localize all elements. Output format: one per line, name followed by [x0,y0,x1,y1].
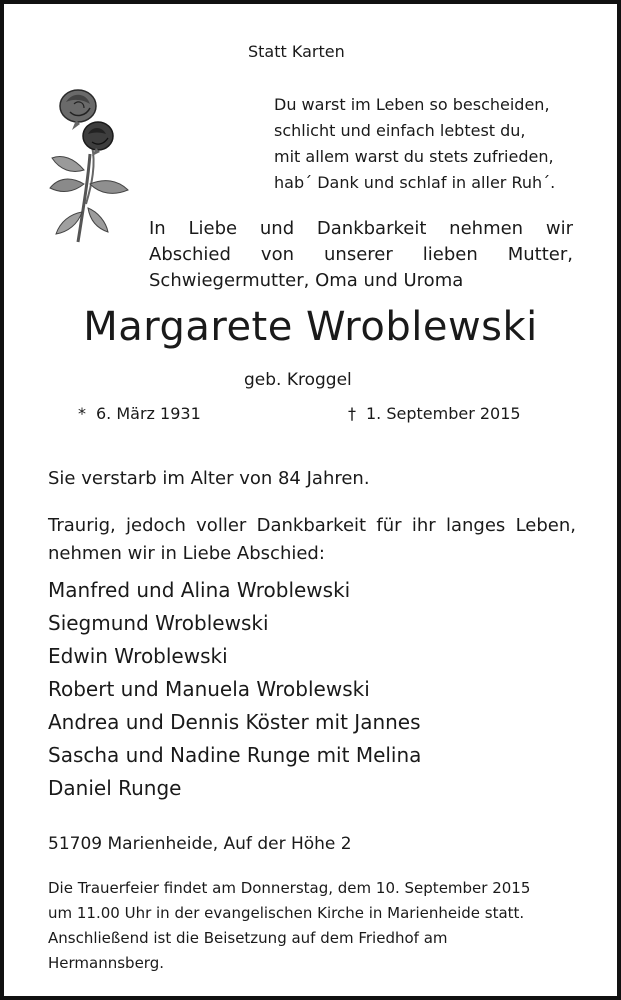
birth-date-text: 6. März 1931 [96,404,201,423]
family-member: Manfred und Alina Wroblewski [48,578,351,602]
sorrow-text [48,512,576,568]
death-date [348,404,521,423]
age-line: Sie verstarb im Alter von 84 Jahren. [48,468,370,489]
poem-line: mit allem warst du stets zufrieden, [274,147,554,166]
death-cross-icon: † [348,404,356,423]
family-list [48,574,421,805]
poem-line: schlicht und einfach lebtest du, [274,121,526,140]
notice-line: um 11.00 Uhr in der evangelischen Kirche in Marienheide statt. [48,904,525,922]
intro-line: In Liebe und Dankbarkeit nehmen wir [149,218,573,239]
family-member: Sascha und Nadine Runge mit Melina [48,743,422,767]
family-member: Edwin Wroblewski [48,644,228,668]
rose-icon [40,84,136,244]
family-member: Siegmund Wroblewski [48,611,269,635]
family-member: Daniel Runge [48,776,182,800]
header-title: Statt Karten [248,42,345,61]
notice-line: Die Trauerfeier findet am Donnerstag, dem 10. September 2015 [48,879,531,897]
birth-date [78,404,201,423]
deceased-name: Margarete Wroblewski [83,304,538,350]
birth-star-icon: * [78,404,86,423]
death-date-text: 1. September 2015 [366,404,521,423]
notice-line: Anschließend ist die Beisetzung auf dem Friedhof am [48,929,448,947]
intro-text [149,216,573,294]
family-member: Robert und Manuela Wroblewski [48,677,370,701]
family-member: Andrea und Dennis Köster mit Jannes [48,710,421,734]
poem-line: hab´ Dank und schlaf in aller Ruh´. [274,173,556,192]
notice-line: Hermannsberg. [48,954,164,972]
sorrow-line: Traurig, jedoch voller Dankbarkeit für ihr langes Leben, [48,515,576,536]
intro-line: Schwiegermutter, Oma und Uroma [149,270,464,291]
poem-line: Du warst im Leben so bescheiden, [274,95,550,114]
address: 51709 Marienheide, Auf der Höhe 2 [48,834,352,854]
maiden-name: geb. Kroggel [244,370,352,390]
poem [274,92,555,196]
funeral-notice [48,876,574,976]
sorrow-line: nehmen wir in Liebe Abschied: [48,543,325,564]
intro-line: Abschied von unserer lieben Mutter, [149,244,573,265]
